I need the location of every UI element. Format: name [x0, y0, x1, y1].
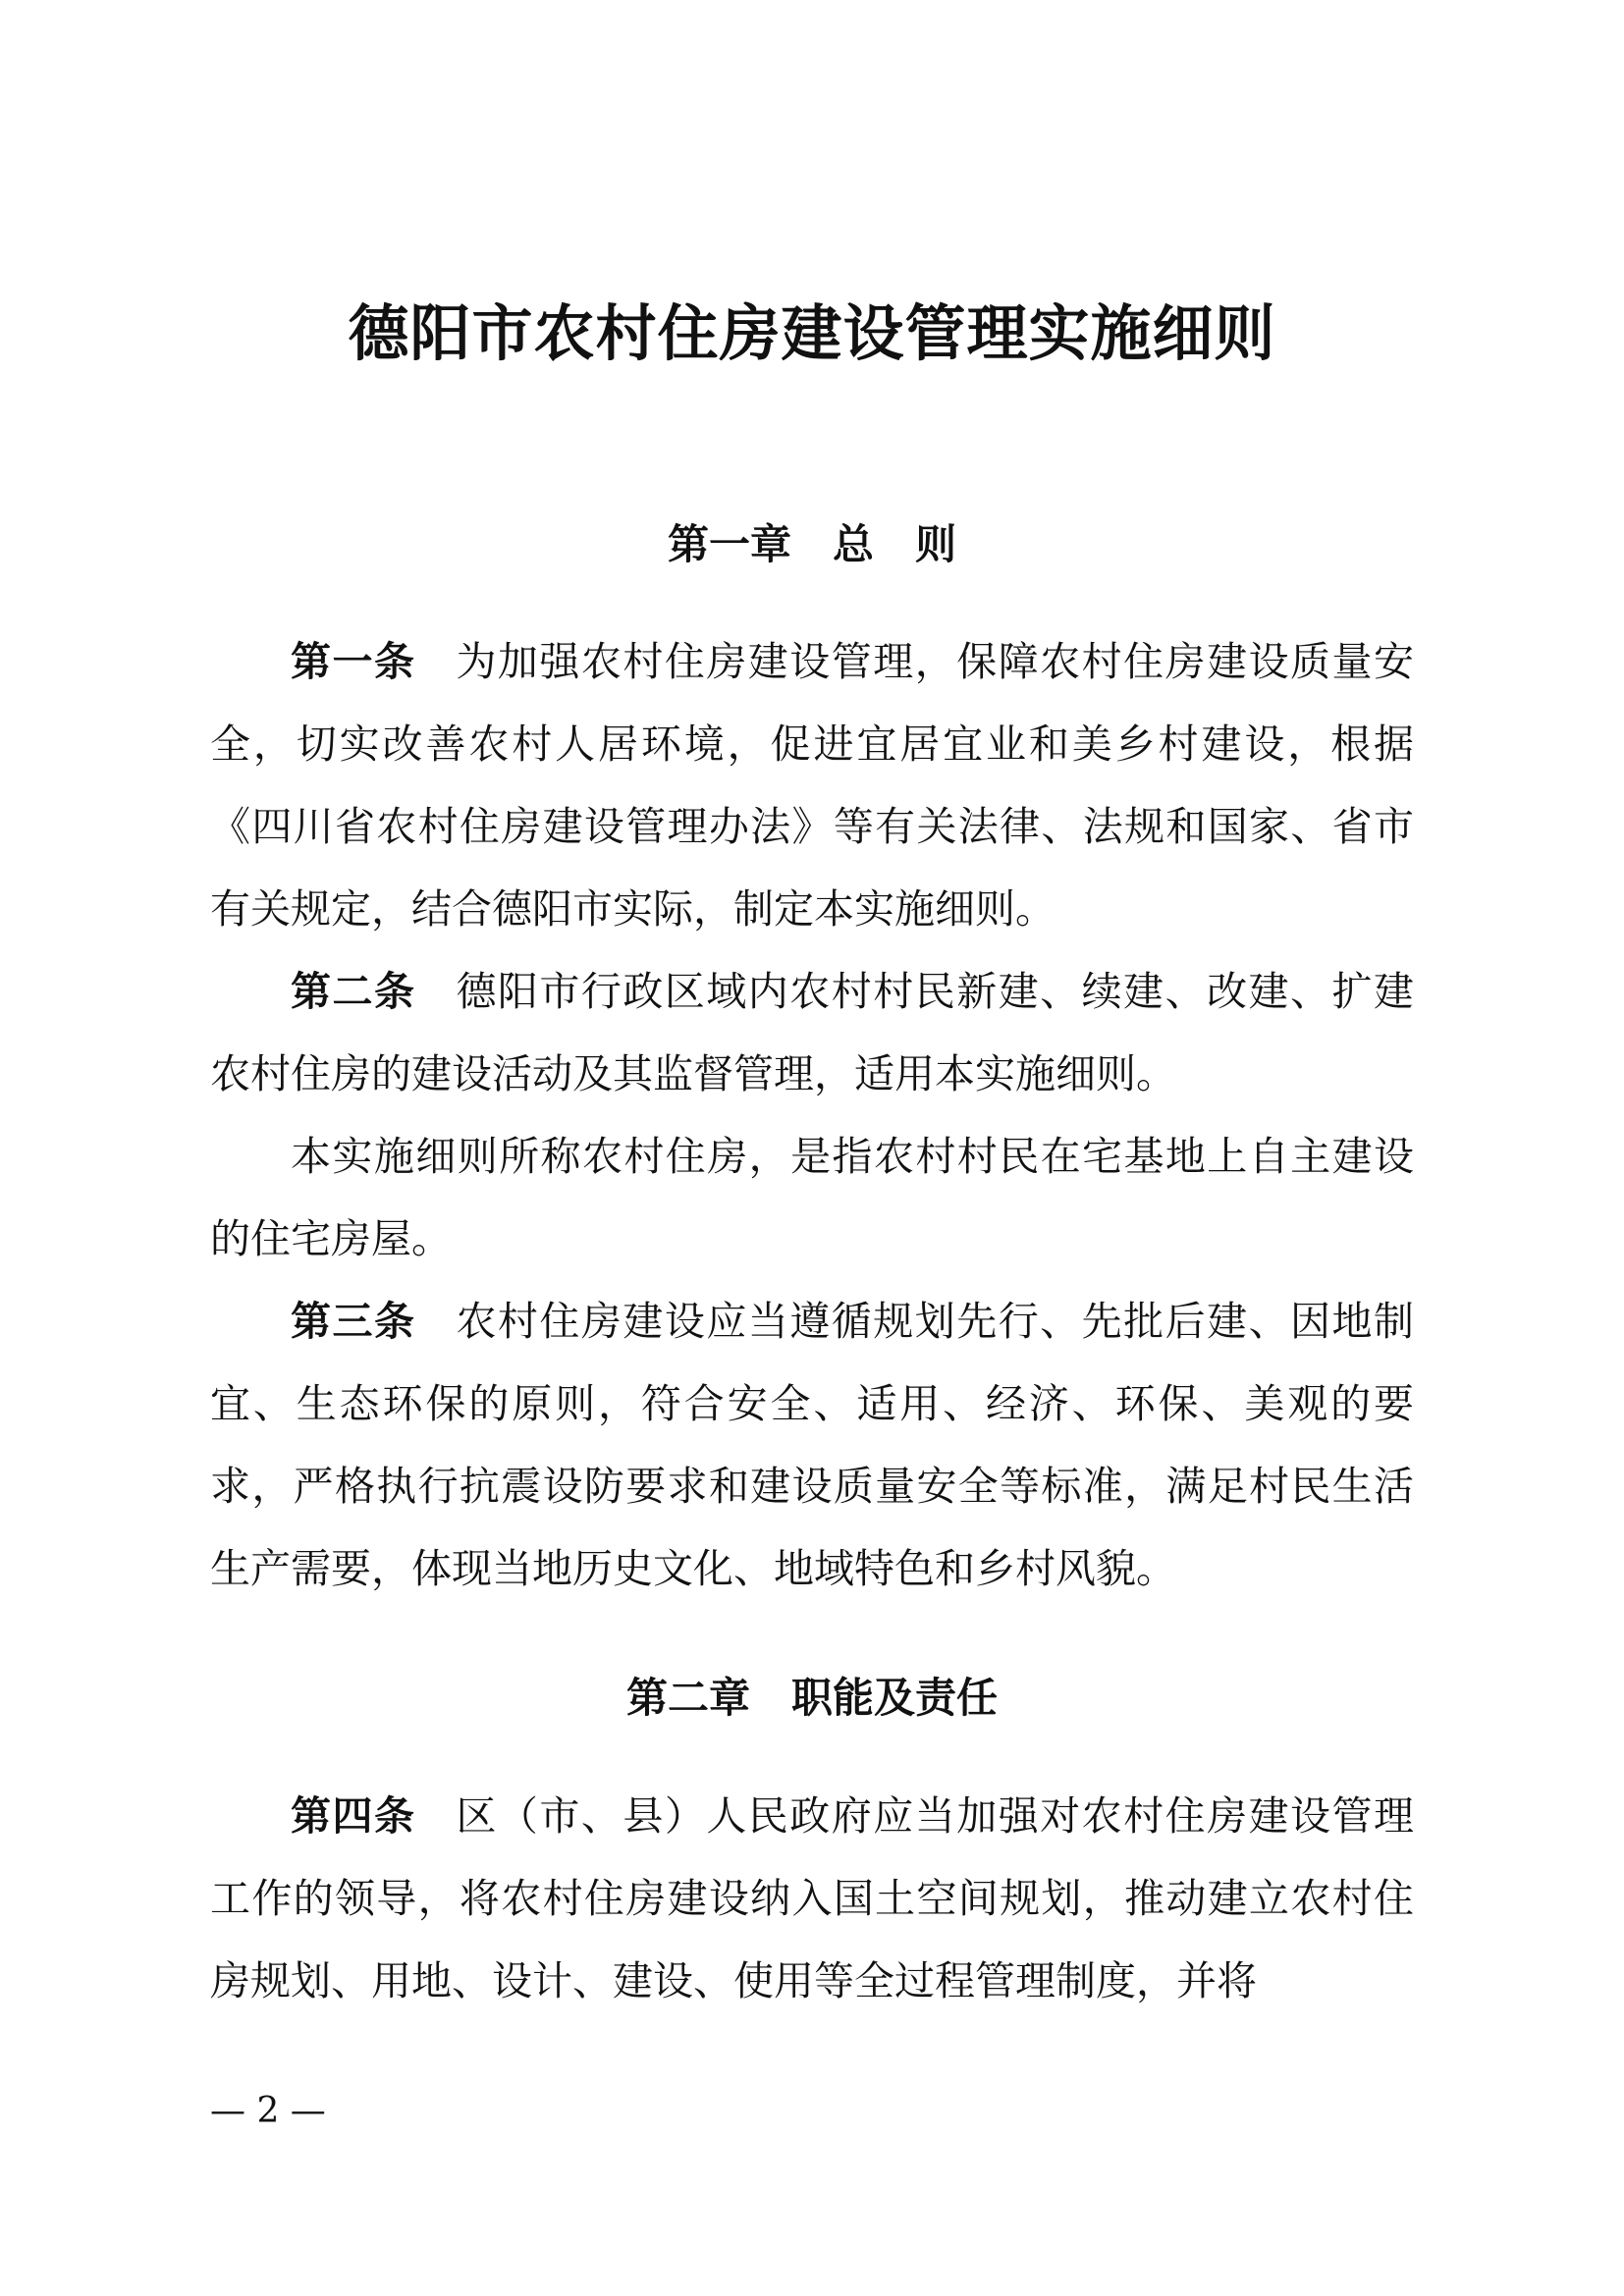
chapter-1-body [210, 620, 1414, 1610]
article-1 [210, 620, 1414, 950]
article-text: 本实施细则所称农村住房，是指农村村民在宅基地上自主建设的住宅房屋。 [210, 1133, 1414, 1262]
article-number: 第一条 [291, 638, 416, 685]
article-number: 第三条 [291, 1298, 416, 1345]
article-4 [210, 1775, 1414, 2022]
chapter-heading-2: 第二章 职能及责任 [625, 1674, 998, 1722]
chapter-2-body [210, 1775, 1414, 2022]
article-3 [210, 1280, 1414, 1610]
article-2-clause [210, 1115, 1414, 1280]
page-number: — 2 — [210, 2091, 326, 2131]
article-text: 德阳市行政区域内农村村民新建、续建、改建、扩建农村住房的建设活动及其监督管理，适用本实施细则。 [210, 968, 1415, 1097]
article-number: 第二条 [291, 968, 416, 1015]
article-text: 区（市、县）人民政府应当加强对农村住房建设管理工作的领导，将农村住房建设纳入国土空间规划，推动建立农村住房规划、用地、设计、建设、使用等全过程管理制度，并将 [210, 1792, 1415, 2004]
chapter-heading-1: 第一章 总 则 [667, 520, 956, 568]
article-2 [210, 950, 1414, 1115]
article-text: 为加强农村住房建设管理，保障农村住房建设质量安全，切实改善农村人居环境，促进宜居宜业和美乡村建设，根据《四川省农村住房建设管理办法》等有关法律、法规和国家、省市有关规定，结合德阳市实际，制定本实施细则。 [210, 638, 1415, 933]
document-title: 德阳市农村住房建设管理实施细则 [348, 297, 1276, 369]
article-number: 第四条 [291, 1792, 416, 1840]
article-text: 农村住房建设应当遵循规划先行、先批后建、因地制宜、生态环保的原则，符合安全、适用、经济、环保、美观的要求，严格执行抗震设防要求和建设质量安全等标准，满足村民生活生产需要，体现当地历史文化、地域特色和乡村风貌。 [210, 1298, 1415, 1592]
